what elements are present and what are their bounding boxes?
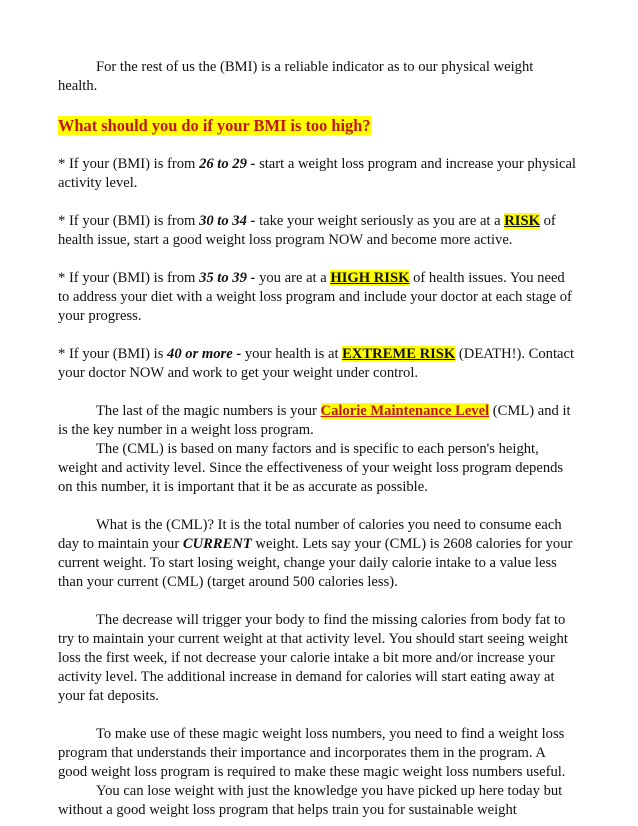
extreme-risk-highlight: EXTREME RISK — [342, 346, 456, 362]
paragraph-text: The decrease will trigger your body to find the missing calories from body fat to try to maintain your current weight at that activity level. You should start seeing weight loss the first week, if not decrease your calorie intake a bit more and/or increase your activity level. The additional increase in demand for calories will start eating away at your fat deposits. — [58, 612, 568, 704]
bullet-lead: * If your (BMI) is from — [58, 270, 200, 286]
cml-paragraph-3 — [58, 516, 576, 592]
bmi-bullet-2 — [58, 212, 576, 250]
bmi-bullet-4 — [58, 345, 576, 383]
cml-paragraph-6 — [58, 782, 576, 820]
risk-highlight: RISK — [504, 213, 540, 229]
bullet-text: (DEATH!). Contact your doctor NOW and work to get your weight under control. — [58, 346, 575, 381]
paragraph-text: The last of the magic numbers is your — [96, 403, 321, 419]
cml-paragraph-2 — [58, 440, 576, 497]
bmi-bullet-1 — [58, 155, 576, 193]
bullet-lead: * If your (BMI) is — [58, 346, 168, 362]
paragraph-text: To make use of these magic weight loss numbers, you need to find a weight loss program that understands their importance and incorporates them in the program. A good weight loss program is required to make these magic weight loss numbers useful. — [58, 726, 566, 780]
intro-paragraph — [58, 58, 576, 96]
bullet-text: you are at a — [255, 270, 331, 286]
bullet-text: start a weight loss program and increase your physical activity level. — [58, 156, 576, 191]
bmi-range: 26 to 29 - — [199, 156, 256, 172]
section-heading-line — [58, 115, 576, 138]
bmi-bullet-3 — [58, 269, 576, 326]
cml-paragraph-5 — [58, 725, 576, 782]
bmi-range: 40 or more - — [167, 346, 242, 362]
paragraph-text: (CML) and it is the key number in a weight loss program. — [58, 403, 571, 438]
bullet-text: of health issue, start a good weight loss program NOW and become more active. — [58, 213, 556, 248]
intro-text: For the rest of us the (BMI) is a reliable indicator as to our physical weight health. — [58, 59, 534, 94]
bullet-text: of health issues. You need to address your diet with a weight loss program and include your doctor at each stage of your progress. — [58, 270, 572, 324]
bullet-lead: * If your (BMI) is from — [58, 213, 200, 229]
paragraph-text: You can lose weight with just the knowledge you have picked up here today but without a good weight loss program that helps train you for sustainable weight — [58, 783, 563, 818]
cml-highlight: Calorie Maintenance Level — [320, 403, 490, 419]
paragraph-text: The (CML) is based on many factors and is specific to each person's height, weight and activity level. Since the effectiveness of your weight loss program depends on this number, it is important that it be as accurate as possible. — [58, 441, 564, 495]
bullet-text: your health is at — [241, 346, 343, 362]
bullet-text: take your weight seriously as you are at a — [255, 213, 505, 229]
high-risk-highlight: HIGH RISK — [330, 270, 410, 286]
cml-paragraph-4 — [58, 611, 576, 706]
paragraph-text: What is the (CML)? It is the total number of calories you need to consume each day to maintain your — [58, 517, 562, 552]
bullet-lead: * If your (BMI) is from — [58, 156, 200, 172]
section-heading: What should you do if your BMI is too high? — [58, 116, 371, 135]
paragraph-text: weight. Lets say your (CML) is 2608 calories for your current weight. To start losing weight, change your daily calorie intake to a value less than your current (CML) (target around 500 calories less). — [58, 536, 573, 590]
cml-paragraph-1 — [58, 402, 576, 440]
current-emphasis: CURRENT — [182, 536, 252, 552]
bmi-range: 35 to 39 - — [199, 270, 256, 286]
bmi-range: 30 to 34 - — [199, 213, 256, 229]
